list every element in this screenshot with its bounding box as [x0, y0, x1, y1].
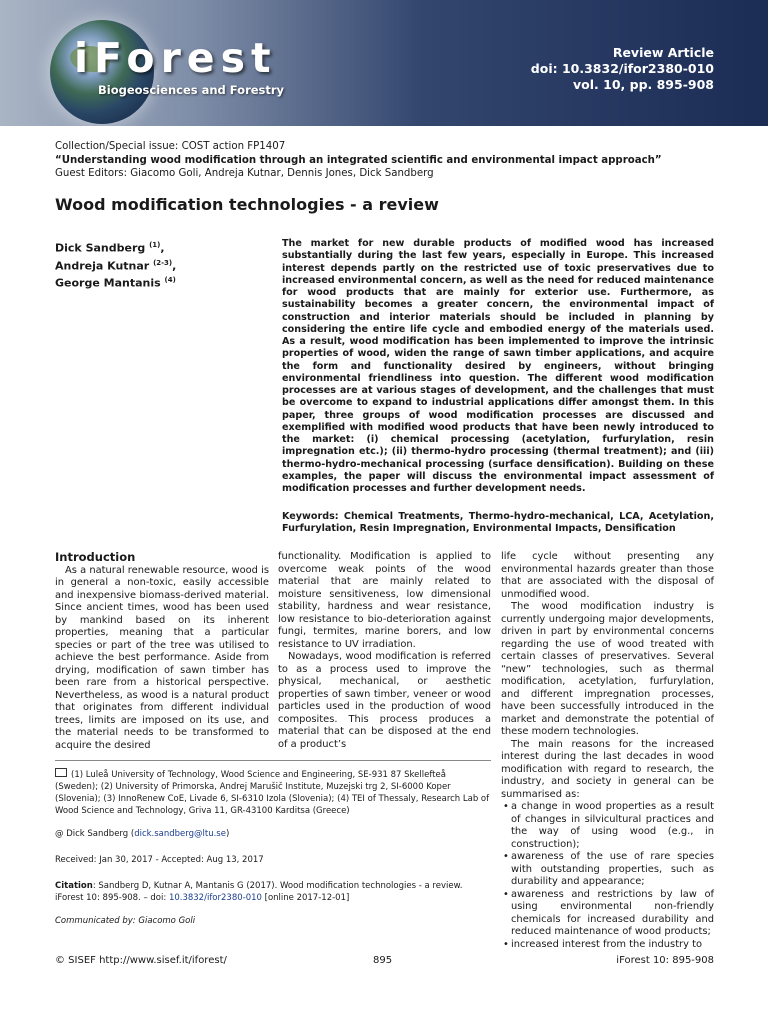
citation-text: : Sandberg D, Kutnar A, Mantanis G (2017). Wood modification technologies - a review. iForest 10: 895-908. – doi:	[55, 881, 463, 903]
article-meta	[531, 45, 714, 93]
author-name: Dick Sandberg	[55, 241, 146, 255]
journal-logo-subtitle: Biogeosciences and Forestry	[98, 83, 285, 97]
collection-line: Collection/Special issue: COST action FP1407	[55, 141, 286, 152]
contact-suffix: )	[225, 829, 230, 839]
envelope-icon	[55, 768, 67, 777]
affiliations-text: (1) Luleå University of Technology, Wood Science and Engineering, SE-931 87 Skellefteå (Sweden); (2) University of Primorska, Andrej Marušič Institute, Muzejski trg 2, SI-6000 Koper (Slovenia); (3) InnoRenew CoE, Livade 6, SI-6310 Izola (Slovenia); (4) TEI of Thessaly, Research Lab of Wood Science and Technology, Griva 11, GR-43100 Karditsa (Greece)	[55, 770, 490, 816]
paper-title: Wood modification technologies - a review	[55, 195, 439, 214]
author-affiliation-marker: (2-3)	[153, 258, 173, 267]
list-item: • awareness and restrictions by law of using environmental non-friendly chemicals for increased durability and reduced maintenance of wood products;	[511, 889, 714, 939]
reasons-list	[501, 801, 714, 951]
author-name: George Mantanis	[55, 276, 161, 290]
author	[55, 238, 176, 256]
paragraph: As a natural renewable resource, wood is in general a non-toxic, easily accessible and inexpensive biomass-derived material. Since ancient times, wood has been used by mankind based on its inherent properties, meaning that a particular species or part of the tree was utilised to achieve the best performance. Aside from drying, modification of sawn timber has been rare from a historical perspective. Nevertheless, as wood is a natural product that originates from different individual trees, limits are imposed on its use, and the material needs to be transformed to acquire the desired	[55, 564, 269, 751]
author	[55, 273, 176, 291]
article-doi: doi: 10.3832/ifor2380-010	[530, 61, 714, 76]
footnote-divider	[55, 760, 491, 761]
body-column-3	[501, 551, 714, 951]
author-name: Andreja Kutnar	[55, 259, 150, 273]
citation-label: Citation	[55, 881, 93, 891]
collection-info	[55, 140, 735, 181]
paragraph: Nowadays, wood modification is referred to as a process used to improve the physical, mechanical, or aesthetic properties of sawn timber, veneer or wood particles used in the production of wood composites. This process produces a material that can be disposed at the end of a product’s	[278, 651, 491, 750]
communicated-by: Communicated by: Giacomo Goli	[55, 916, 196, 926]
paragraph: The wood modification industry is currently undergoing major developments, driven in part by environmental concerns regarding the use of wood treated with certain classes of preservatives. Several “new” technologies, such as thermal modification, acetylation, furfurylation, and different impregnation processes, have been successfully introduced in the market and demonstrate the potential of these modern technologies.	[501, 601, 714, 737]
received-dates: Received: Jan 30, 2017 - Accepted: Aug 13, 2017	[55, 855, 264, 865]
author-affiliation-marker: (1)	[149, 241, 161, 249]
affiliations	[55, 768, 491, 817]
abstract: The market for new durable products of modified wood has increased substantially during the last few years, especially in Europe. This increased interest depends partly on the restricted use of toxic preservatives due to increased environmental concern, as well as the need for reduced maintenance for wood products that are mainly for exterior use. Furthermore, as sustainability becomes a greater concern, the environmental impact of construction and interior materials should be included in planning by considering the entire life cycle and embodied energy of the materials used. As a result, wood modification has been implemented to improve the intrinsic properties of wood, widen the range of sawn timber applications, and acquire the form and functionality desired by engineers, without bringing environmental friendliness into question. The different wood modification processes are at various stages of development, and the challenges that must be overcome to expand to industrial applications differ amongst them. In this paper, three groups of wood modification processes are discussed and exemplified with modified wood products that have been newly introduced to the market: (i) chemical processing (acetylation, furfurylation, resin impregnation etc.); (ii) thermo-hydro processing (thermal treatment); and (iii) thermo-hydro-mechanical processing (surface densification). Building on these examples, the paper will discuss the environmental impact assessment of modification processes and further development needs.	[282, 238, 714, 494]
guest-editors: Guest Editors: Giacomo Goli, Andreja Kutnar, Dennis Jones, Dick Sandberg	[55, 168, 434, 179]
contact-author	[55, 829, 229, 839]
list-item: • awareness of the use of rare species with outstanding properties, such as durability and appearance;	[511, 851, 714, 889]
body-column-1	[55, 551, 269, 752]
collection-topic: “Understanding wood modification through an integrated scientific and environmental impact approach”	[55, 154, 662, 166]
list-item: • a change in wood properties as a result of changes in silvicultural practices and the way of using wood (e.g., in construction);	[511, 801, 714, 851]
author-list	[55, 238, 176, 291]
article-volume: vol. 10, pp. 895-908	[573, 77, 714, 92]
paragraph: life cycle without presenting any environmental hazards greater than those that are associated with the disposal of unmodified wood.	[501, 551, 714, 600]
body-column-2	[278, 551, 491, 751]
author-separator: ,	[172, 259, 177, 273]
journal-logo-title: iForest	[74, 34, 277, 82]
paragraph: The main reasons for the increased interest during the last decades in wood modification with regard to research, the industry, and society in general can be summarised as:	[501, 738, 714, 800]
citation-online-date: [online 2017-12-01]	[261, 893, 350, 903]
footer-citation: iForest 10: 895-908	[616, 955, 714, 966]
author-separator: ,	[160, 241, 165, 255]
email-link[interactable]: dick.sandberg@ltu.se	[134, 829, 226, 839]
contact-prefix: @ Dick Sandberg (	[55, 829, 135, 839]
citation	[55, 880, 491, 904]
doi-link[interactable]: 10.3832/ifor2380-010	[168, 893, 262, 903]
page-number: 895	[373, 955, 393, 966]
footer-copyright: © SISEF http://www.sisef.it/iforest/	[55, 955, 227, 966]
article-type: Review Article	[612, 45, 714, 60]
journal-banner	[0, 0, 768, 126]
keywords: Keywords: Chemical Treatments, Thermo-hydro-mechanical, LCA, Acetylation, Furfurylation, Resin Impregnation, Environmental Impacts, Densification	[282, 511, 714, 535]
author-affiliation-marker: (4)	[164, 276, 176, 285]
paragraph: functionality. Modification is applied to overcome weak points of the wood material that are mainly related to moisture sensitiveness, low dimensional stability, hardness and wear resistance, low resistance to bio-deterioration against fungi, termites, marine borers, and low resistance to UV irradiation.	[278, 551, 491, 650]
author	[55, 256, 176, 274]
section-heading: Introduction	[55, 550, 136, 564]
list-item: • increased interest from the industry to	[511, 939, 714, 952]
